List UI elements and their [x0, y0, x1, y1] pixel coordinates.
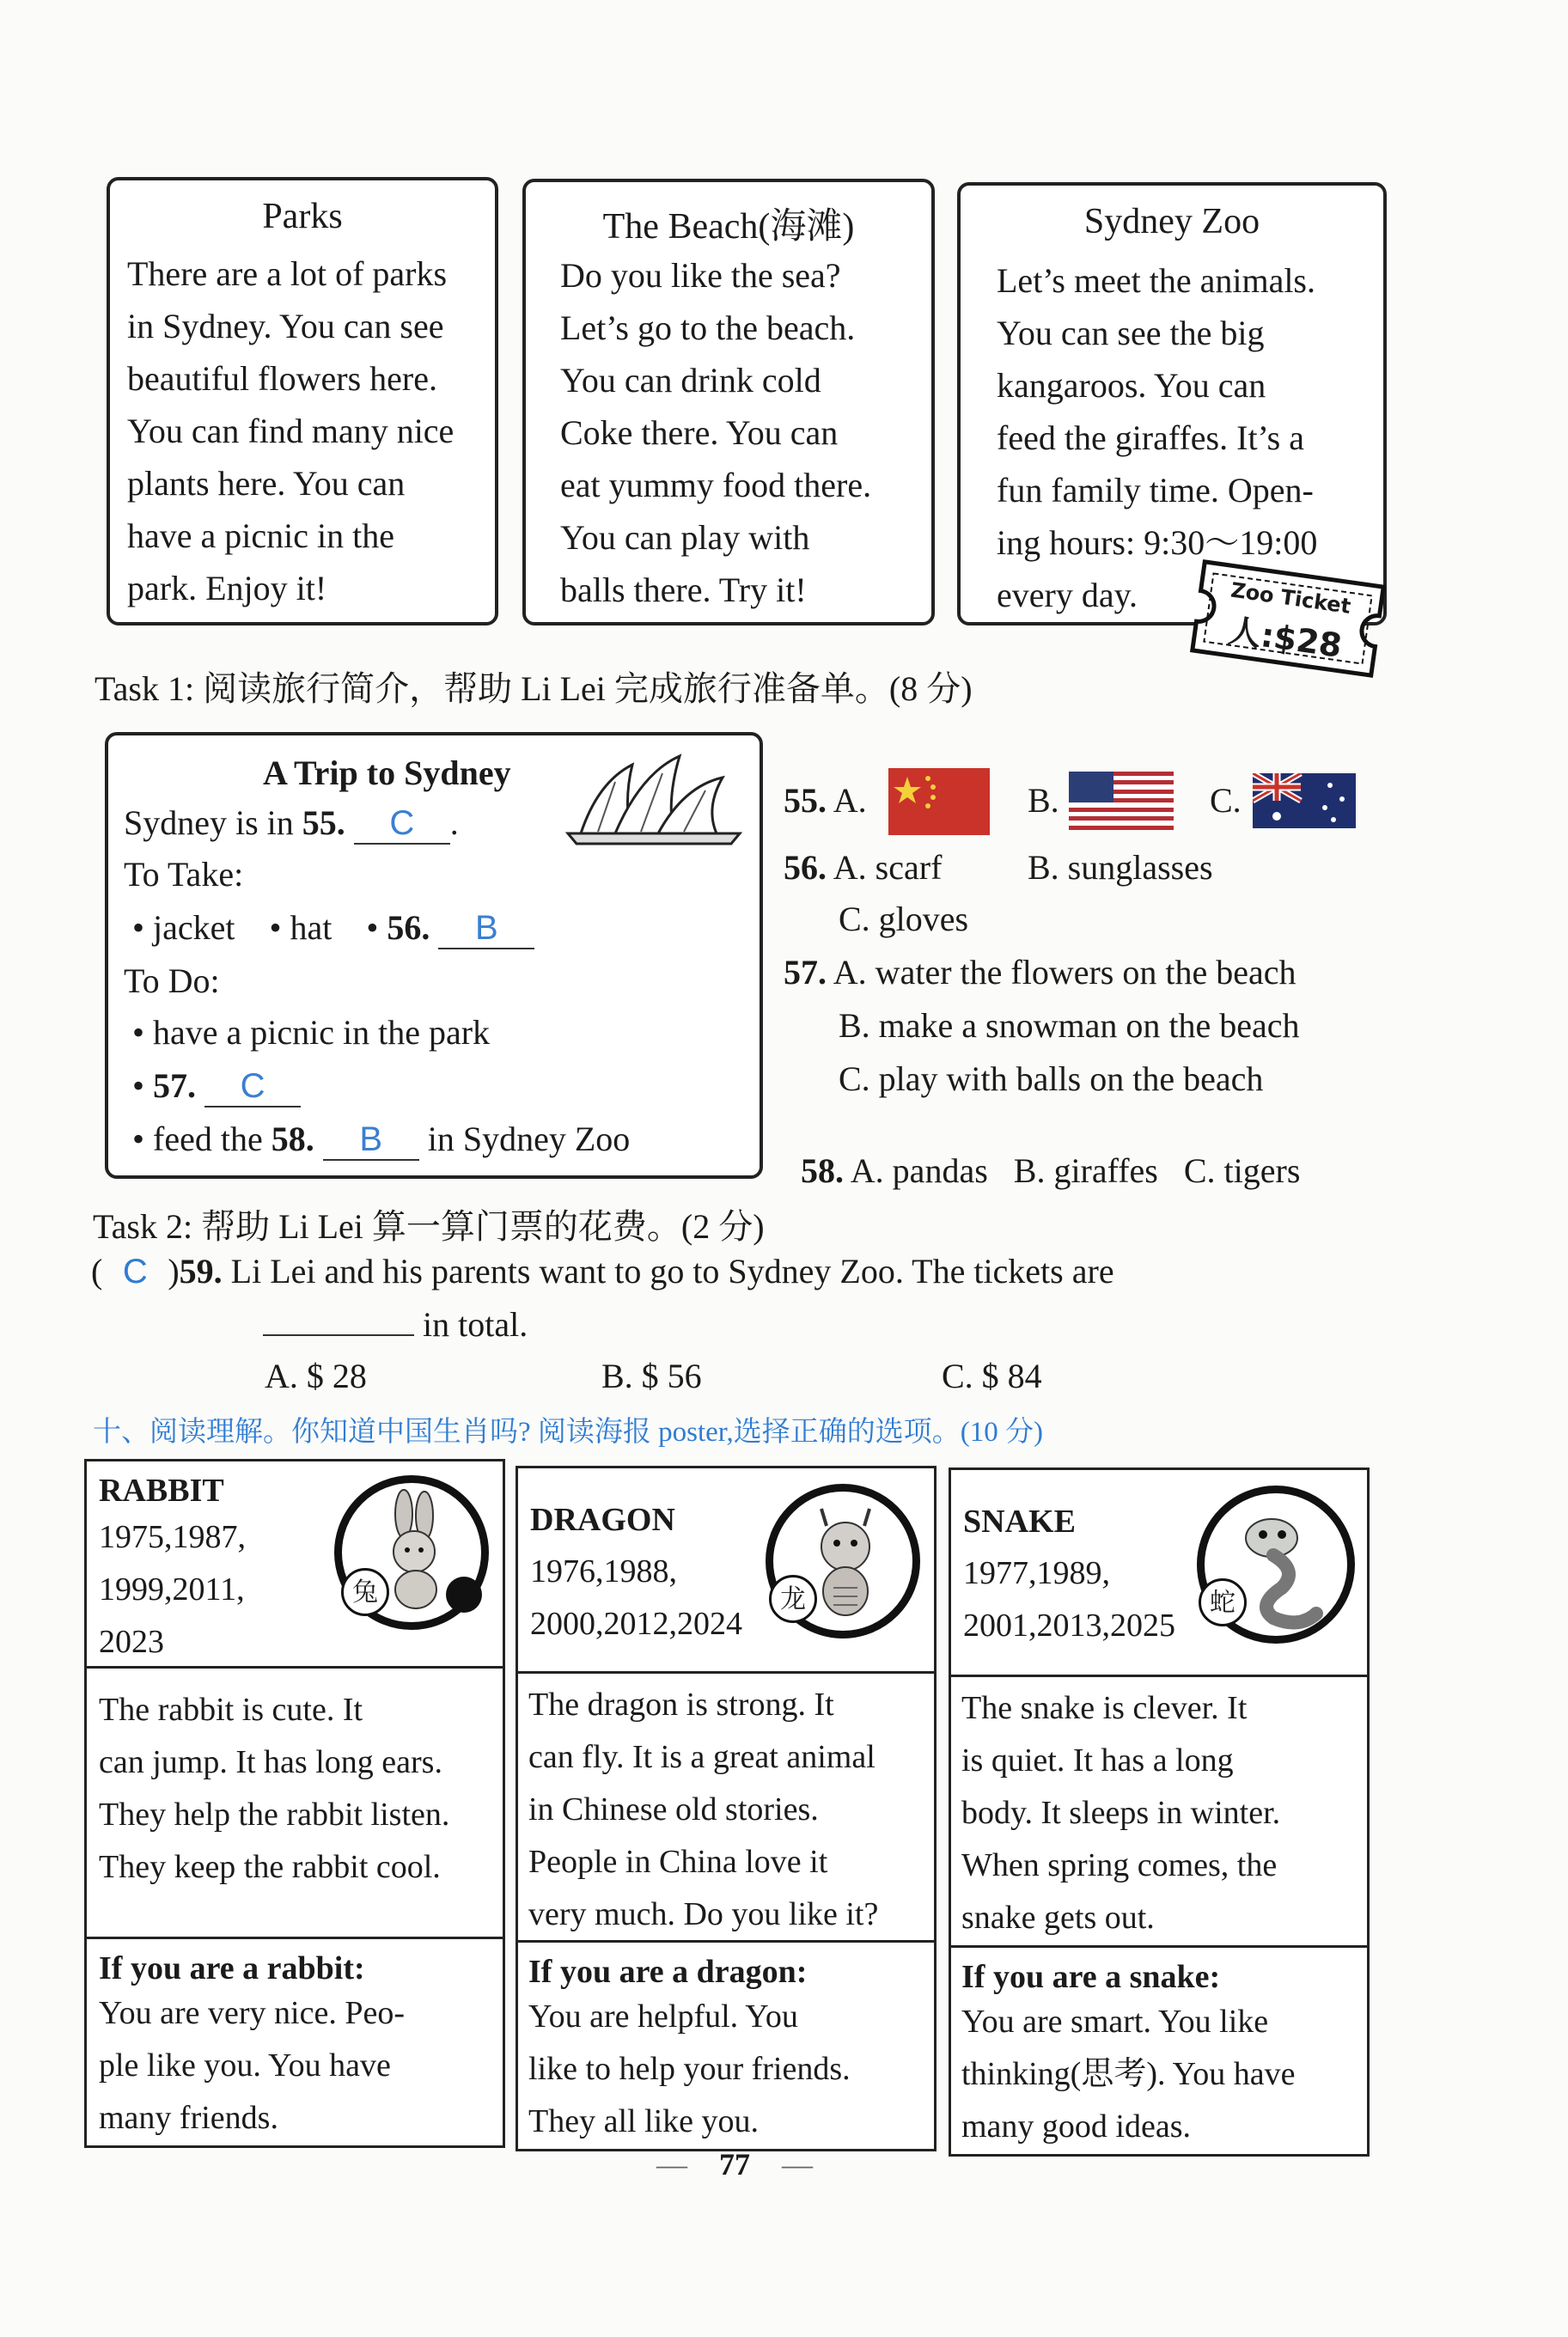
card-line: feed the giraffes. It’s a — [997, 418, 1304, 457]
answer-57: C — [204, 1067, 301, 1107]
q55-option-a: A. — [833, 781, 867, 820]
zodiac-badge: 龙 — [769, 1575, 817, 1623]
card-line: You can play with — [560, 518, 810, 557]
card-line: fun family time. Open- — [997, 471, 1314, 510]
zodiac-desc-line: in Chinese old stories. — [528, 1791, 819, 1827]
card-line: in Sydney. You can see — [127, 307, 444, 345]
zodiac-desc-line: The dragon is strong. It — [528, 1687, 834, 1723]
q55-option-b: B. — [1028, 781, 1059, 820]
zodiac-name: SNAKE — [963, 1504, 1076, 1540]
card-beach — [522, 179, 935, 625]
card-line: beautiful flowers here. — [127, 359, 437, 398]
card-line: You can see the big — [997, 314, 1265, 352]
zodiac-if-title: If you are a dragon: — [528, 1954, 808, 1990]
dragon-if-cell — [516, 1940, 937, 2151]
australia-flag-icon — [1253, 773, 1356, 828]
zodiac-desc-line: can jump. It has long ears. — [99, 1744, 442, 1780]
card-line: You can find many nice — [127, 412, 455, 450]
ticket-line2: 人:$28 — [1226, 611, 1345, 665]
card-sydney-zoo — [957, 182, 1387, 625]
zodiac-if-line: You are helpful. You — [528, 1998, 798, 2035]
trip-box — [105, 732, 763, 1179]
zodiac-years: 1975,1987, — [99, 1519, 246, 1555]
to-do-label: To Do: — [124, 961, 220, 1000]
q57-label: 57. — [153, 1066, 197, 1105]
card-line: eat yummy food there. — [560, 466, 872, 504]
zodiac-years: 1977,1989, — [963, 1555, 1110, 1591]
paren-open: ( — [91, 1252, 103, 1291]
q57-option-b: B. make a snowman on the beach — [839, 1006, 1300, 1045]
zodiac-years: 1999,2011, — [99, 1571, 245, 1608]
trip-title: A Trip to Sydney — [263, 754, 511, 792]
card-parks — [107, 177, 498, 625]
decorative-dot — [446, 1577, 482, 1613]
page-number-value: 77 — [719, 2147, 750, 2181]
zodiac-desc-line: They help the rabbit listen. — [99, 1797, 450, 1833]
answer-58: B — [323, 1120, 419, 1161]
card-line: plants here. You can — [127, 464, 406, 503]
zodiac-name: DRAGON — [530, 1502, 675, 1538]
snake-header-cell — [949, 1467, 1370, 1677]
zodiac-badge: 蛇 — [1199, 1578, 1247, 1626]
task2-heading: Task 2: 帮助 Li Lei 算一算门票的花费。(2 分) — [93, 1207, 765, 1246]
q55-label: 55. — [302, 803, 345, 842]
zodiac-years: 2001,2013,2025 — [963, 1608, 1175, 1644]
zodiac-years: 1976,1988, — [530, 1553, 677, 1590]
page-dash-left: — — [656, 2147, 687, 2181]
do-item: • have a picnic in the park — [132, 1013, 491, 1052]
q57-number: 57. — [784, 953, 827, 992]
zodiac-if-line: You are very nice. Peo- — [99, 1995, 405, 2031]
zodiac-years: 2023 — [99, 1624, 164, 1660]
page-number — [0, 2146, 1469, 2182]
q57-option-a: A. water the flowers on the beach — [833, 953, 1296, 992]
q56-option-b: B. sunglasses — [1028, 848, 1213, 887]
card-line: ing hours: 9:30～19:00 — [997, 523, 1318, 562]
card-line: There are a lot of parks — [127, 254, 448, 293]
q59-option-c: C. $ 84 — [942, 1357, 1042, 1395]
zodiac-if-line: like to help your friends. — [528, 2051, 851, 2087]
do-text: • feed the — [132, 1120, 272, 1158]
q58-number: 58. — [801, 1151, 844, 1190]
dragon-header-cell — [516, 1466, 937, 1674]
q55-option-c: C. — [1210, 781, 1242, 820]
card-title: The Beach(海滩) — [602, 207, 855, 247]
answer-56: B — [438, 909, 534, 949]
zodiac-if-line: ple like you. You have — [99, 2047, 391, 2084]
answer-55: C — [354, 804, 450, 845]
zodiac-if-title: If you are a snake: — [961, 1959, 1221, 1995]
do-bullet: • — [132, 1066, 154, 1105]
zodiac-desc-line: can fly. It is a great animal — [528, 1739, 876, 1775]
card-line: balls there. Try it! — [560, 571, 807, 609]
zodiac-if-line: thinking(思考). You have — [961, 2056, 1296, 2092]
zodiac-desc-line: body. It sleeps in winter. — [961, 1795, 1281, 1831]
q56-option-c: C. gloves — [839, 900, 969, 938]
zodiac-desc-line: When spring comes, the — [961, 1847, 1278, 1883]
q55-number: 55. — [784, 781, 827, 820]
zodiac-desc-line: People in China love it — [528, 1844, 828, 1880]
rabbit-header-cell — [84, 1459, 505, 1669]
q57-option-c: C. play with balls on the beach — [839, 1059, 1264, 1098]
paren-close: ) — [168, 1252, 180, 1291]
card-line: park. Enjoy it! — [127, 569, 327, 607]
zodiac-if-line: They all like you. — [528, 2103, 760, 2139]
to-take-label: To Take: — [124, 855, 244, 894]
zodiac-desc-line: They keep the rabbit cool. — [99, 1849, 441, 1885]
snake-desc-cell — [949, 1675, 1370, 1948]
zodiac-badge: 兔 — [341, 1568, 389, 1616]
section10-heading: 十、阅读理解。你知道中国生肖吗? 阅读海报 poster,选择正确的选项。(10 分) — [93, 1417, 1043, 1448]
q59-option-a: A. $ 28 — [265, 1357, 367, 1395]
card-line: every day. — [997, 576, 1138, 614]
zodiac-desc-line: snake gets out. — [961, 1900, 1155, 1936]
rabbit-desc-cell — [84, 1666, 505, 1939]
zodiac-desc-line: The snake is clever. It — [961, 1690, 1248, 1726]
card-title: Parks — [262, 197, 343, 236]
task1-heading: Task 1: 阅读旅行简介，帮助 Li Lei 完成旅行准备单。(8 分) — [95, 669, 973, 708]
zodiac-desc-line: very much. Do you like it? — [528, 1896, 879, 1932]
page-dash-right: — — [782, 2147, 813, 2181]
zodiac-desc-line: The rabbit is cute. It — [99, 1692, 363, 1728]
q59-number: 59. — [179, 1252, 223, 1291]
take-item: • hat — [269, 908, 333, 947]
card-line: Let’s meet the animals. — [997, 261, 1315, 300]
q56-number: 56. — [784, 848, 827, 887]
zodiac-if-line: many good ideas. — [961, 2108, 1192, 2145]
take-item: • jacket — [132, 908, 235, 947]
zodiac-if-title: If you are a rabbit: — [99, 1950, 365, 1986]
card-line: have a picnic in the — [127, 516, 394, 555]
snake-if-cell — [949, 1945, 1370, 2157]
card-line: Coke there. You can — [560, 413, 839, 452]
card-line: You can drink cold — [560, 361, 821, 400]
answer-59: C — [122, 1253, 148, 1291]
ticket-line1: Zoo Ticket — [1229, 577, 1352, 619]
trip-line-end: . — [449, 803, 459, 842]
rabbit-if-cell — [84, 1937, 505, 2148]
card-line: kangaroos. You can — [997, 366, 1266, 405]
q56-option-a: A. scarf — [833, 848, 943, 887]
q56-label: 56. — [387, 908, 430, 947]
card-line: Let’s go to the beach. — [560, 308, 856, 347]
q59-text: Li Lei and his parents want to go to Sydney Zoo. The tickets are — [222, 1252, 1114, 1291]
zodiac-if-line: You are smart. You like — [961, 2004, 1269, 2040]
dragon-desc-cell — [516, 1671, 937, 1943]
q59-blank — [263, 1305, 414, 1336]
zodiac-desc-line: is quiet. It has a long — [961, 1742, 1234, 1779]
take-item: • — [366, 908, 387, 947]
zodiac-name: RABBIT — [99, 1473, 224, 1509]
card-line: Do you like the sea? — [560, 256, 841, 295]
zodiac-if-line: many friends. — [99, 2100, 278, 2136]
q58-label: 58. — [271, 1120, 314, 1158]
q58-options: A. pandas B. giraffes C. tigers — [850, 1151, 1301, 1190]
opera-house-icon — [564, 747, 748, 851]
china-flag-icon — [888, 768, 990, 835]
usa-flag-icon — [1069, 772, 1174, 830]
card-title: Sydney Zoo — [1083, 202, 1260, 241]
trip-line-text: Sydney is in — [124, 803, 302, 842]
q59-text-end: in total. — [414, 1305, 528, 1344]
do-text-end: in Sydney Zoo — [418, 1120, 631, 1158]
q59-option-b: B. $ 56 — [601, 1357, 702, 1395]
zodiac-years: 2000,2012,2024 — [530, 1606, 742, 1642]
